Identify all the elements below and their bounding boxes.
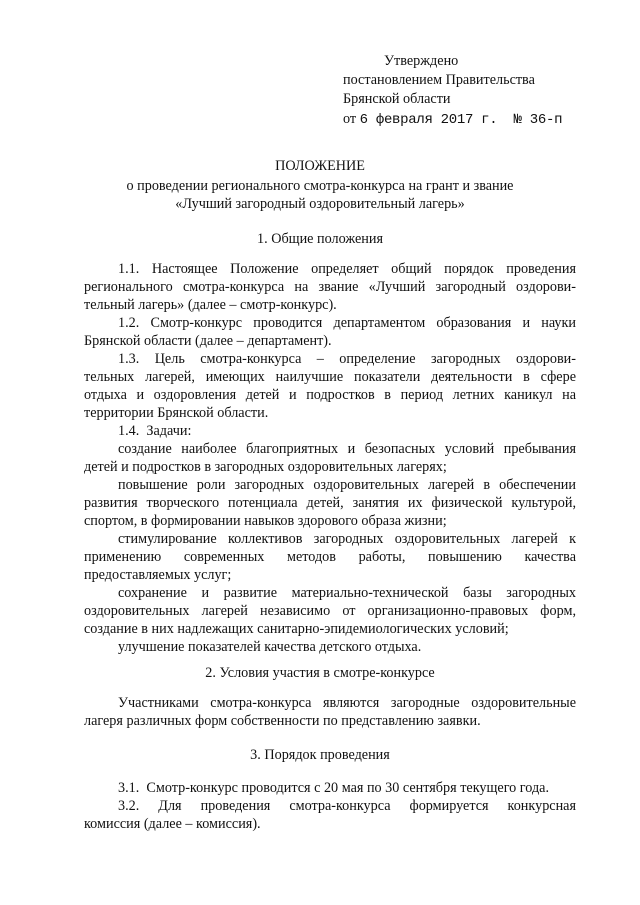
document-subtitle-line-1: о проведении регионального смотра-конкурса на грант и звание: [126, 178, 514, 194]
paragraph-line: тельных лагерей, имеющих наилучшие показатели деятельности в сфере: [84, 369, 576, 385]
paragraph-line: территории Брянской области.: [84, 405, 269, 421]
paragraph-line: регионального смотра-конкурса на звание «Лучший загородный оздорови-: [84, 279, 576, 295]
paragraph-line: сохранение и развитие материально-технической базы загородных: [118, 585, 576, 601]
paragraph-line: 3.1. Смотр-конкурс проводится с 20 мая по 30 сентября текущего года.: [118, 780, 550, 796]
paragraph-line: тельный лагерь» (далее – смотр-конкурс).: [84, 297, 337, 313]
paragraph-line: улучшение показателей качества детского отдыха.: [118, 639, 422, 655]
approval-line-3: Брянской области: [343, 91, 451, 107]
approval-line-1: Утверждено: [384, 53, 459, 69]
paragraph-line: Брянской области (далее – департамент).: [84, 333, 332, 349]
paragraph-line: развития творческого потенциала детей, занятия их физической культурой,: [84, 495, 576, 511]
paragraph-line: 1.1. Настоящее Положение определяет общий порядок проведения: [118, 261, 576, 277]
paragraph-line: оздоровительных лагерей независимо от организационно-правовых форм,: [84, 603, 576, 619]
paragraph-line: детей и подростков в загородных оздоровительных лагерях;: [84, 459, 447, 475]
paragraph-line: Участниками смотра-конкурса являются загородные оздоровительные: [118, 695, 576, 711]
approval-date-value: 6 февраля 2017 г. № 36-п: [359, 112, 563, 128]
paragraph-line: спортом, в формировании навыков здорового образа жизни;: [84, 513, 447, 529]
approval-line-2: постановлением Правительства: [343, 72, 535, 88]
paragraph-line: стимулирование коллективов загородных оздоровительных лагерей к: [118, 531, 576, 547]
paragraph-line: 3.2. Для проведения смотра-конкурса формируется конкурсная: [118, 798, 576, 814]
paragraph-line: повышение роли загородных оздоровительных лагерей в обеспечении: [118, 477, 576, 493]
document-title: ПОЛОЖЕНИЕ: [275, 158, 365, 174]
section-3-heading: 3. Порядок проведения: [250, 747, 390, 763]
paragraph-line: создание в них надлежащих санитарно-эпидемиологических условий;: [84, 621, 509, 637]
paragraph-line: 1.3. Цель смотра-конкурса – определение загородных оздорови-: [118, 351, 576, 367]
paragraph-line: 1.2. Смотр-конкурс проводится департаментом образования и науки: [118, 315, 576, 331]
section-1-heading: 1. Общие положения: [257, 231, 383, 247]
approval-date-prefix: от: [343, 111, 360, 127]
paragraph-line: 1.4. Задачи:: [118, 423, 192, 439]
paragraph-line: создание наиболее благоприятных и безопасных условий пребывания: [118, 441, 576, 457]
paragraph-line: комиссия (далее – комиссия).: [84, 816, 261, 832]
section-2-heading: 2. Условия участия в смотре-конкурсе: [205, 665, 435, 681]
document-subtitle-line-2: «Лучший загородный оздоровительный лагерь»: [175, 196, 465, 212]
paragraph-line: применению современных методов работы, повышению качества: [84, 549, 576, 565]
paragraph-line: предоставляемых услуг;: [84, 567, 232, 583]
paragraph-line: лагеря различных форм собственности по представлению заявки.: [84, 713, 481, 729]
approval-date-line: [343, 110, 562, 129]
paragraph-line: отдыха и оздоровления детей и подростков в период летних каникул на: [84, 387, 576, 403]
